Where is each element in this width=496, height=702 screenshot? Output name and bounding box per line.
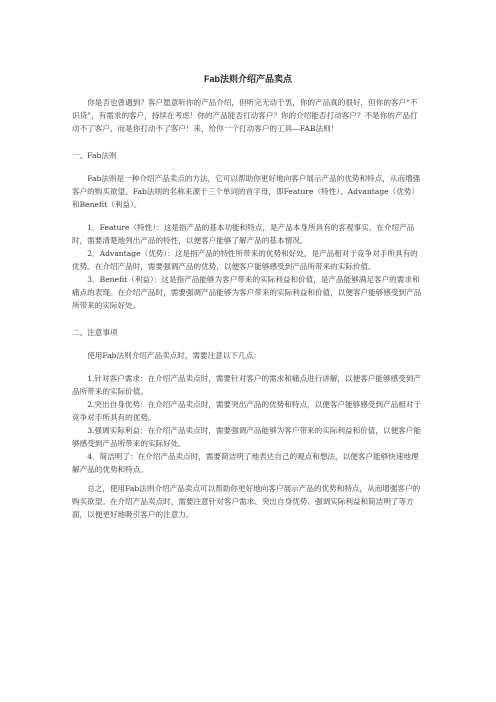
conclusion-paragraph: 总之，使用Fab法则介绍产品卖点可以帮助你更好地向客户展示产品的优势和特点，从而增强客户的购买欲望。在介绍产品卖点时，需要注意针对客户需求、突出自身优势、强调实际利益和简洁明了等方面，以便更好地吸引客户的注意力。 xyxy=(72,484,421,519)
note-2-paragraph: 2.突出自身优势：在介绍产品卖点时，需要突出产品的优势和特点，以便客户能够感受到产品相对于竞争对手所具有的优势。 xyxy=(72,400,421,422)
note-3-paragraph: 3.强调实际利益：在介绍产品卖点时，需要强调产品能够为客户带来的实际利益和价值，以便客户能够感受到产品所带来的实际好处。 xyxy=(72,426,421,448)
note-1-paragraph: 1.针对客户需求：在介绍产品卖点时，需要针对客户的需求和痛点进行讲解，以便客户能够感受到产品所带来的实际价值。 xyxy=(72,374,421,396)
document-title: Fab法则介绍产品卖点 xyxy=(203,74,292,84)
note-4-paragraph: 4．简洁明了：在介绍产品卖点时，需要简洁明了地表达自己的观点和想法，以便客户能够快速地理解产品的优势和特点。 xyxy=(72,452,419,474)
benefit-paragraph: 3．Benefit（利益）：这是指产品能够为客户带来的实际利益和价值，是产品能够满足客户的需求和痛点的表现。在介绍产品时，需要强调产品能够为客户带来的实际利益和价值，以便客户能够感受到产品所带来的实际好处。 xyxy=(72,275,422,310)
document-body xyxy=(72,96,424,521)
section-1-heading: 一、Fab法则 xyxy=(72,151,117,160)
intro-paragraph: 你是否也曾遇到？客户愿意听你的产品介绍，但听完无动于衷，你的产品真的很好，但你的客户“不识货”，有需求的客户，持续在考虑！你的产品能否打动客户？你的介绍能否打动客户？不是你的产品打动不了客户，而是你打动不了客户！来，给你一个打动客户的工具—FAB法则！ xyxy=(72,98,418,133)
advantage-paragraph: 2．Advantage（优势）：这是指产品的特性所带来的优势和好处，是产品相对于竞争对手所具有的优势。在介绍产品时，需要强调产品的优势，以便客户能够感受到产品所带来的实际价值。 xyxy=(72,249,418,271)
section-2-intro-paragraph: 使用Fab法则介绍产品卖点时，需要注意以下几点： xyxy=(87,351,261,360)
section-1-intro-paragraph: Fab法则是一种介绍产品卖点的方法，它可以帮助你更好地向客户展示产品的优势和特点，从而增强客户的购买欲望。Fab法则的名称来源于三个单词的首字母，即Feature（特性）、Advantage（优势）和Benefit（利益）。 xyxy=(72,174,421,209)
section-2-heading: 二、注意事项 xyxy=(72,328,118,337)
feature-paragraph: 1．Feature（特性）：这是指产品的基本功能和特点，是产品本身所具有的客观事实。在介绍产品时，需要清楚地列出产品的特性，以便客户能够了解产品的基本情况。 xyxy=(72,223,415,245)
